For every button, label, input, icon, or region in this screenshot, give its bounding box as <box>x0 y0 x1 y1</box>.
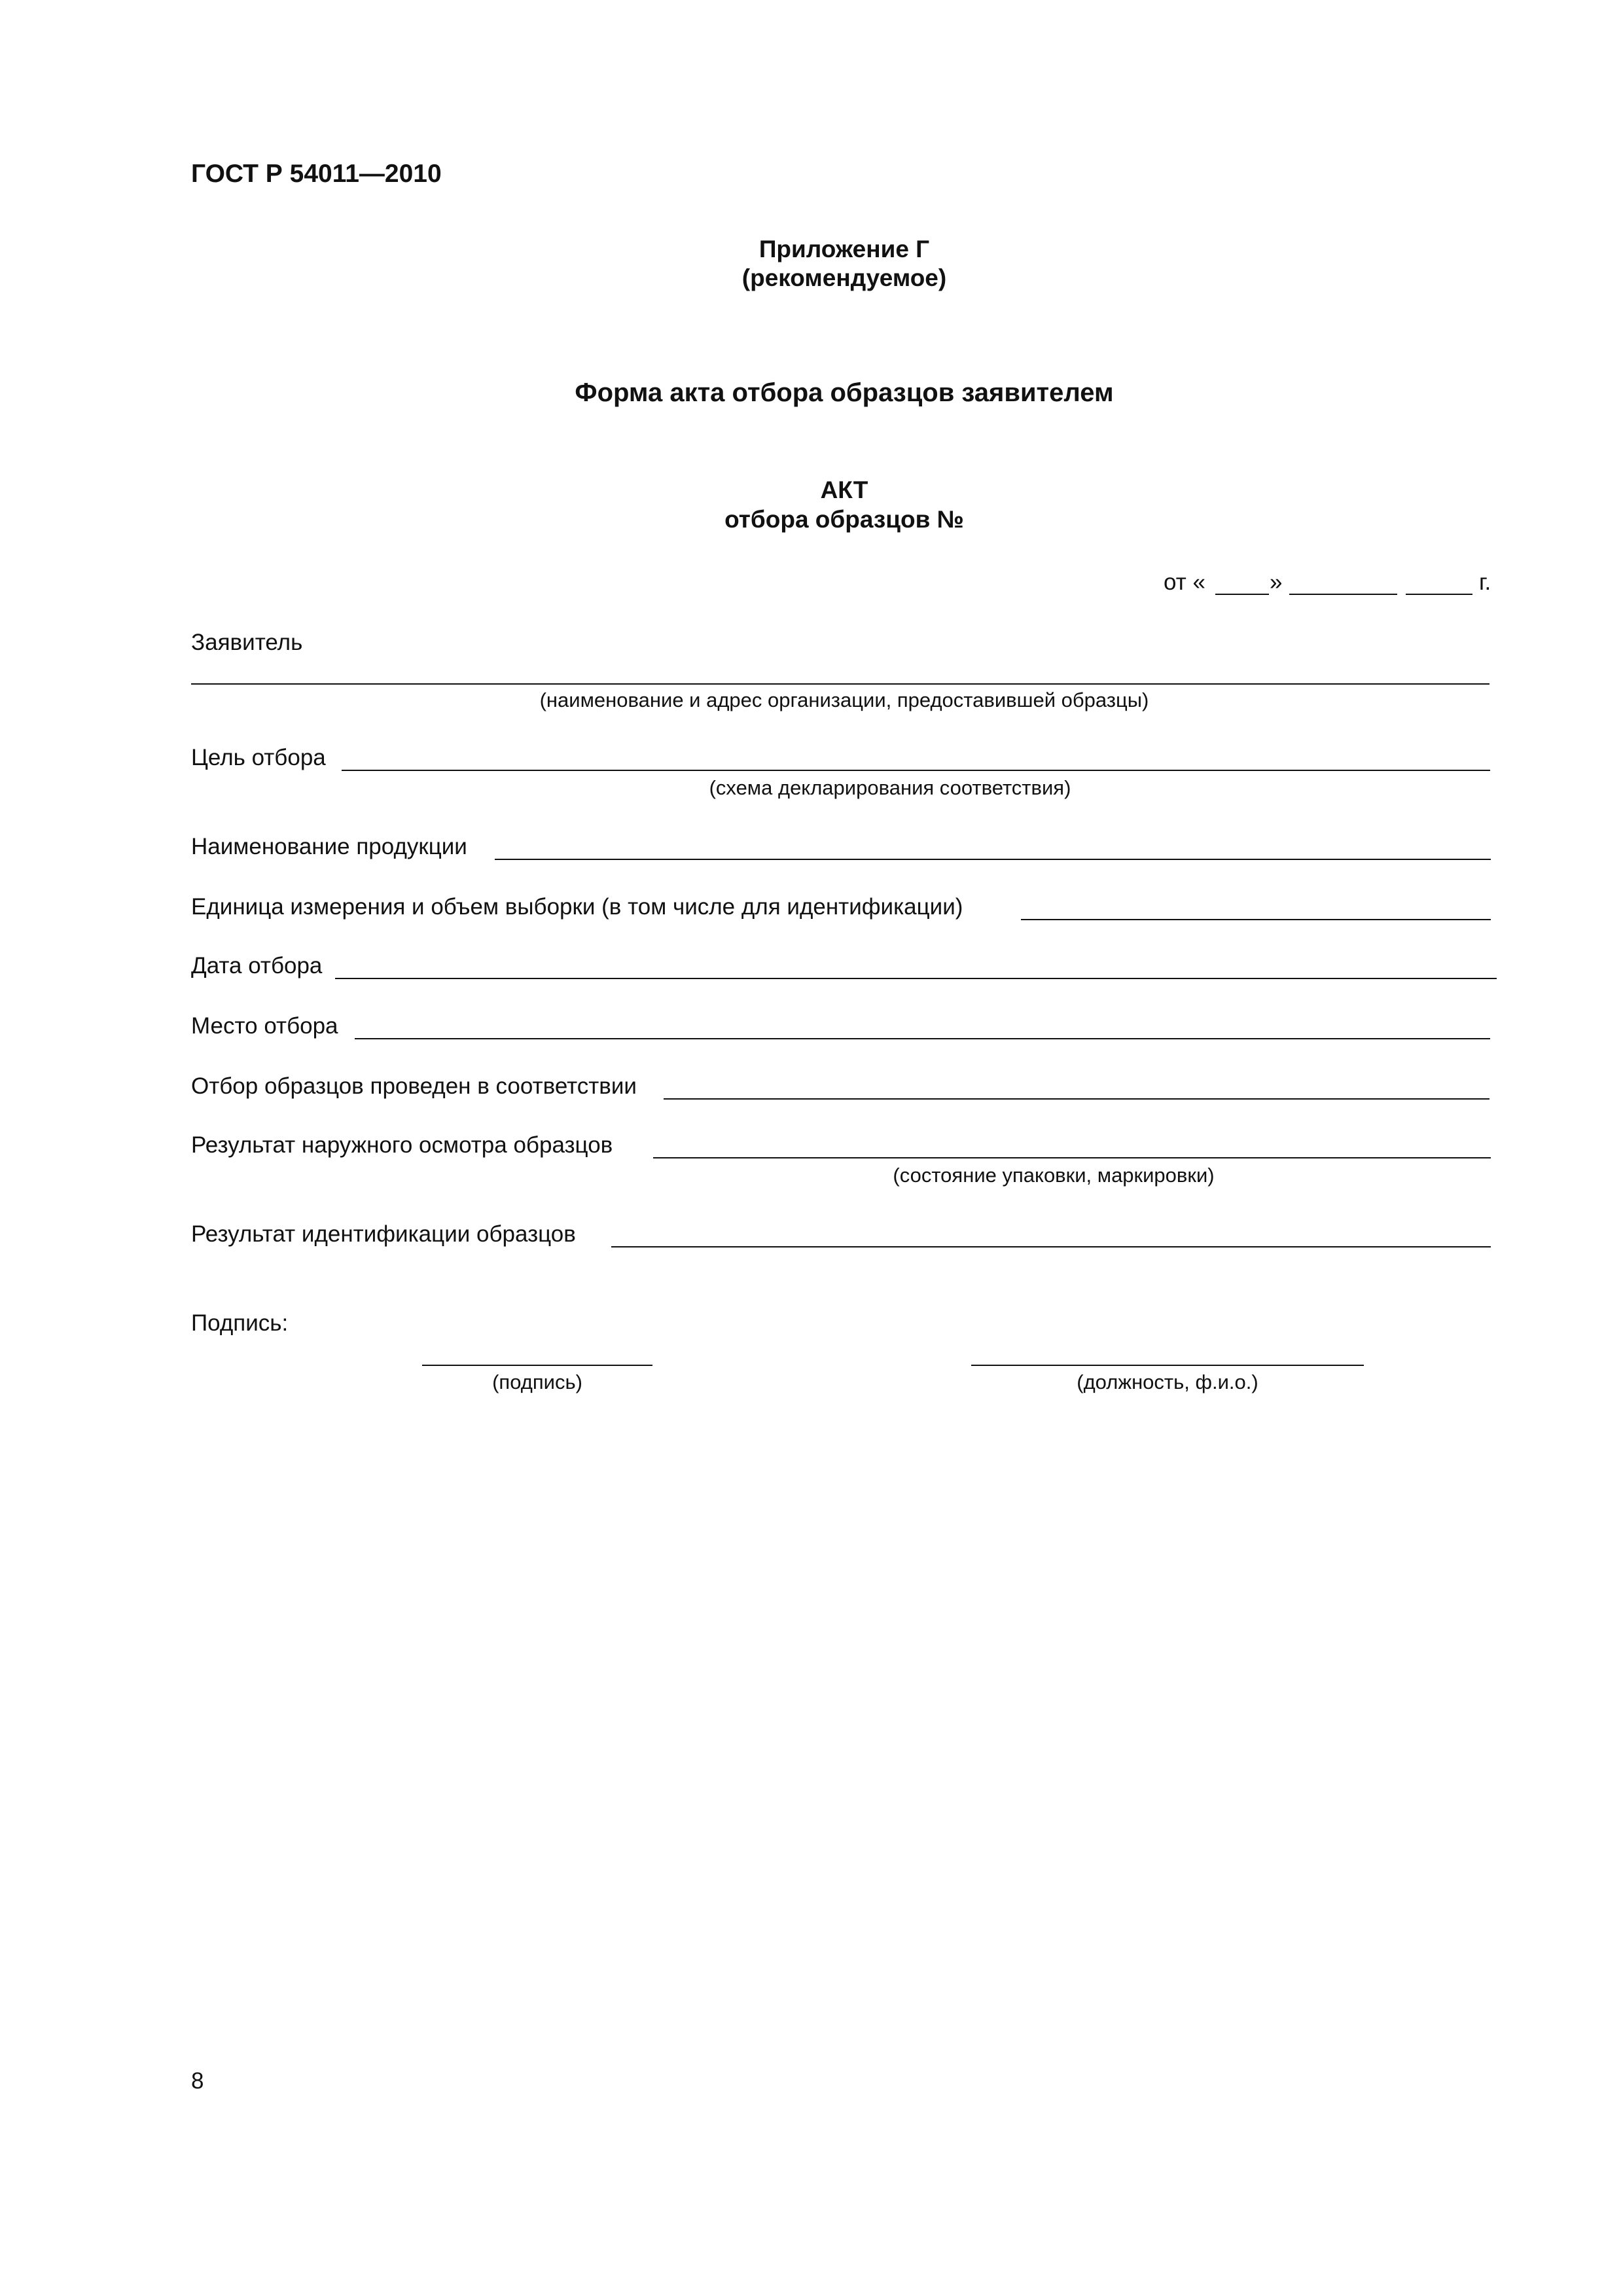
appendix-status: (рекомендуемое) <box>741 264 947 291</box>
sampling-date-field[interactable] <box>335 978 1497 979</box>
standard-number: ГОСТ Р 54011—2010 <box>191 160 442 188</box>
date-close-quote: » <box>1270 569 1283 595</box>
act-subtitle: отбора образцов № <box>724 506 964 533</box>
signature-field[interactable] <box>422 1365 652 1366</box>
date-year-field[interactable] <box>1406 594 1472 595</box>
applicant-field[interactable] <box>191 683 1489 685</box>
signature-hint: (подпись) <box>492 1371 582 1393</box>
place-field[interactable] <box>355 1038 1490 1039</box>
act-title: АКТ <box>820 476 868 503</box>
unit-field[interactable] <box>1021 919 1491 920</box>
page-number: 8 <box>191 2068 204 2094</box>
place-label: Место отбора <box>191 1013 338 1039</box>
product-label: Наименование продукции <box>191 834 467 859</box>
identification-field[interactable] <box>611 1246 1491 1247</box>
appendix-title: Приложение Г <box>758 236 930 262</box>
purpose-label: Цель отбора <box>191 745 326 770</box>
unit-label: Единица измерения и объем выборки (в том числе для идентификации) <box>191 894 963 920</box>
purpose-hint: (схема декларирования соответствия) <box>709 776 1071 799</box>
date-prefix: от « <box>1164 569 1205 595</box>
date-day-field[interactable] <box>1215 594 1269 595</box>
compliance-label: Отбор образцов проведен в соответствии <box>191 1073 637 1099</box>
purpose-field[interactable] <box>342 770 1490 771</box>
product-field[interactable] <box>495 859 1491 860</box>
inspection-field[interactable] <box>653 1157 1491 1158</box>
identification-label: Результат идентификации образцов <box>191 1221 576 1247</box>
applicant-label: Заявитель <box>191 630 303 655</box>
date-year-suffix: г. <box>1479 569 1491 595</box>
inspection-label: Результат наружного осмотра образцов <box>191 1132 613 1158</box>
date-month-field[interactable] <box>1289 594 1397 595</box>
inspection-hint: (состояние упаковки, маркировки) <box>893 1164 1215 1187</box>
signature-label: Подпись: <box>191 1310 289 1336</box>
applicant-hint: (наименование и адрес организации, предоставившей образцы) <box>539 689 1149 711</box>
sampling-date-label: Дата отбора <box>191 953 323 978</box>
compliance-field[interactable] <box>664 1098 1489 1100</box>
form-title: Форма акта отбора образцов заявителем <box>575 378 1114 407</box>
position-name-field[interactable] <box>971 1365 1364 1366</box>
position-name-hint: (должность, ф.и.о.) <box>1077 1371 1258 1393</box>
